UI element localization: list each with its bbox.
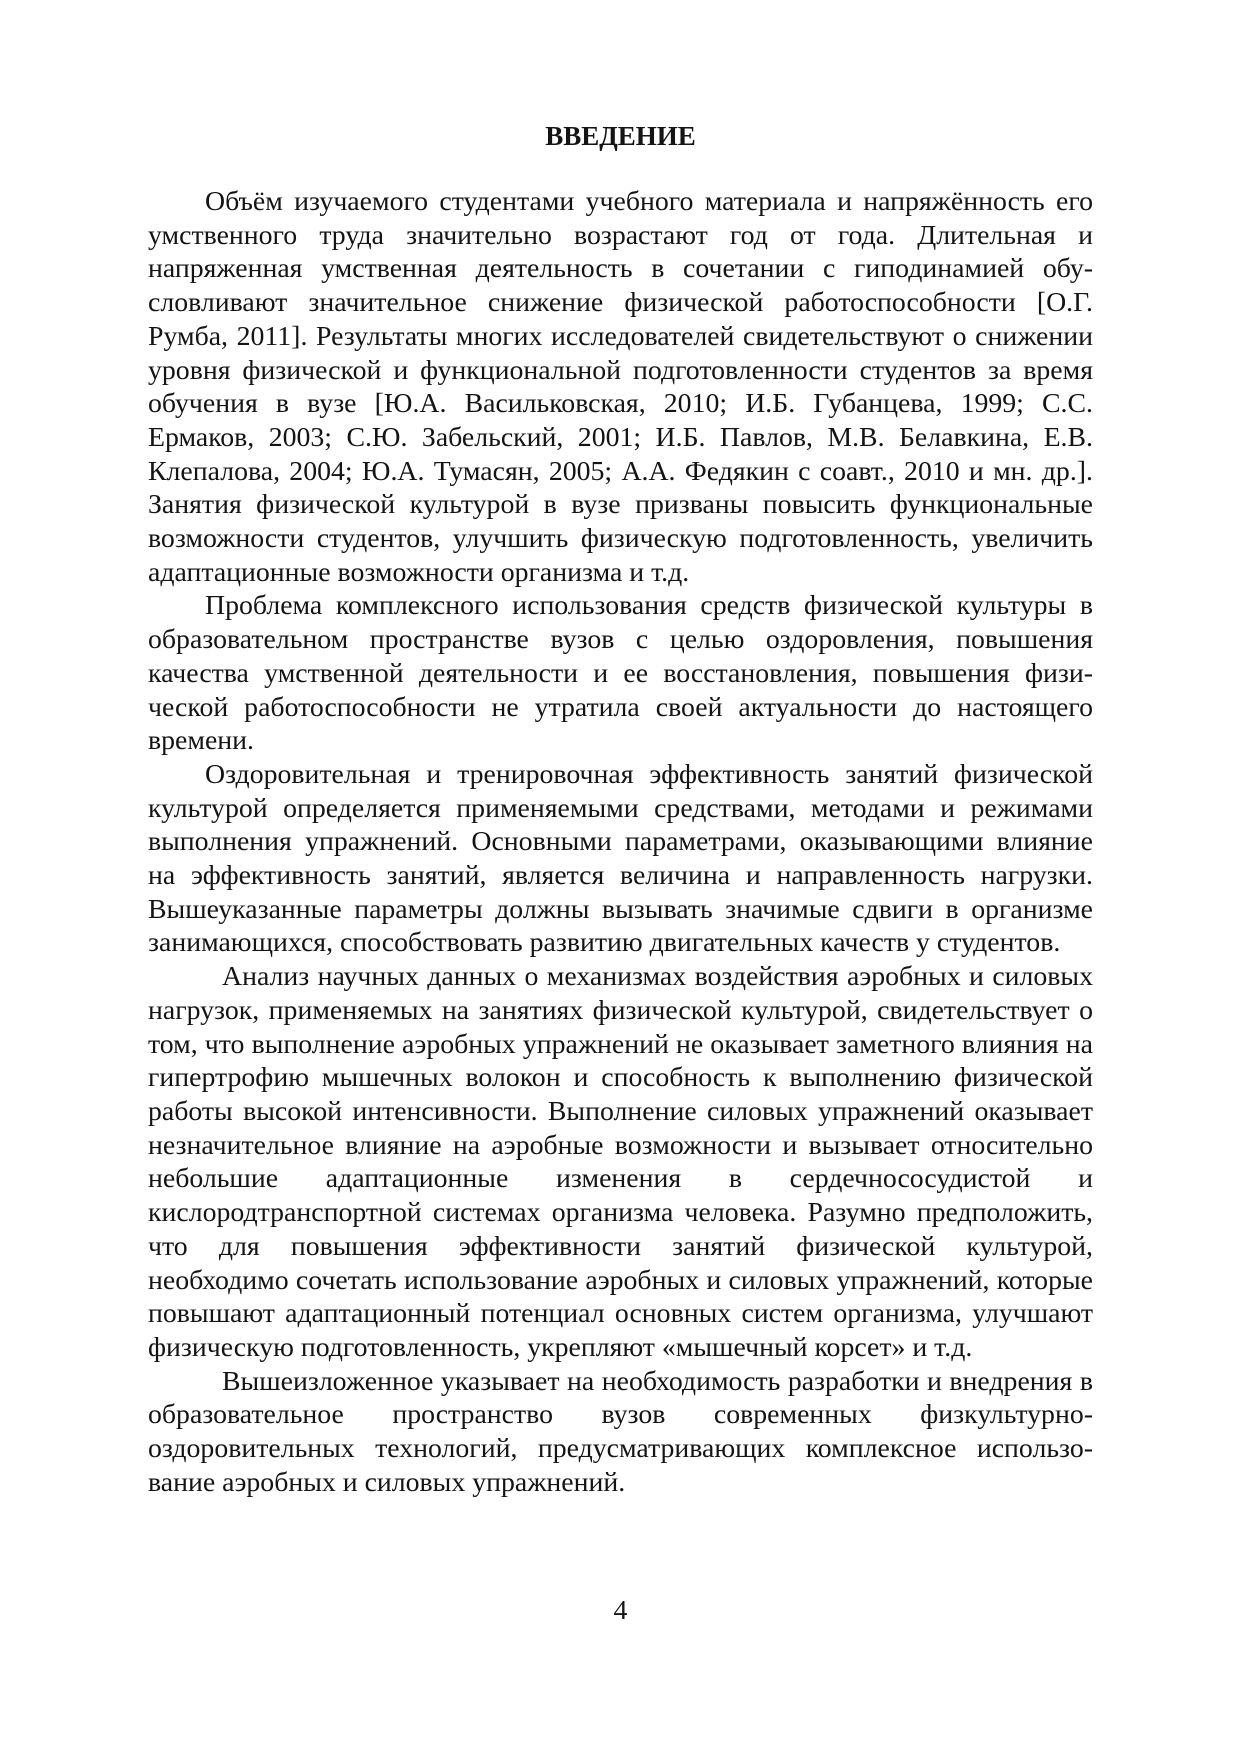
paragraph-1: Объём изучаемого студентами учебного материала и напряжённость его умственного труда значительно возрастают год от года. Длительная и напряженная умственная деятельность в сочетании с гиподинамией обусловливают значительное снижение физической работоспособности [О.Г. Румба, 2011]. Результаты многих исследователей свидетельствуют о снижении уровня физической и функциональной подготовленности студентов за время обучения в вузе [Ю.А. Васильковская, 2010; И.Б. Губанцева, 1999; С.С. Ермаков, 2003; С.Ю. Забельский, 2001; И.Б. Павлов, М.В. Белавкина, Е.В. Клепалова, 2004; Ю.А. Тумасян, 2005; А.А. Федякин с соавт., 2010 и мн. др.]. Занятия физической культурой в вузе призваны повысить функциональные возможности студентов, улучшить физическую подготовленность, увеличить адаптационные возможности организма и т.д. [148, 186, 1093, 588]
paragraph-5: Вышеизложенное указывает на необходимость разработки и внедрения в образовательное пространство вузов современных физкультурно-оздоровительных технологий, предусматривающих комплексное использование аэробных и силовых упражнений. [148, 1365, 1093, 1498]
paragraph-2: Проблема комплексного использования средств физической культуры в образовательном пространстве вузов с целью оздоровления, повышения качества умственной деятельности и ее восстановления, повышения физической работоспособности не утратила своей актуальности до настоящего времени. [148, 590, 1093, 757]
page-number: 4 [613, 1595, 628, 1626]
section-heading: ВВЕДЕНИЕ [545, 121, 696, 151]
body-text [148, 185, 1093, 1499]
paragraph-4: Анализ научных данных о механизмах воздействия аэробных и силовых нагрузок, применяемых на занятиях физической культурой, свидетельствует о том, что выполнение аэробных упражнений не оказывает заметного влияния на гипертрофию мышечных волокон и способность к выполнению физической работы высокой интенсивности. Выполнение силовых упражнений оказывает незначительное влияние на аэробные возможности и вызывает относительно небольшие адаптационные изменения в сердечнососудистой и кислородтранспортной системах организма человека. Разумно предположить, что для повышения эффективности занятий физической культурой, необходимо сочетать использование аэробных и силовых упражнений, которые повышают адаптационный потенциал основных систем организма, улучшают физическую подготовленность, укрепляют «мышечный корсет» и т.д. [148, 961, 1093, 1363]
paragraph-3: Оздоровительная и тренировочная эффективность занятий физической культурой определяется применяемыми средствами, методами и режимами выполнения упражнений. Основными параметрами, оказывающими влияние на эффективность занятий, является величина и направленность нагрузки. Вышеуказанные параметры должны вызывать значимые сдвиги в организме занимающихся, способствовать развитию двигательных качеств у студентов. [148, 758, 1093, 959]
